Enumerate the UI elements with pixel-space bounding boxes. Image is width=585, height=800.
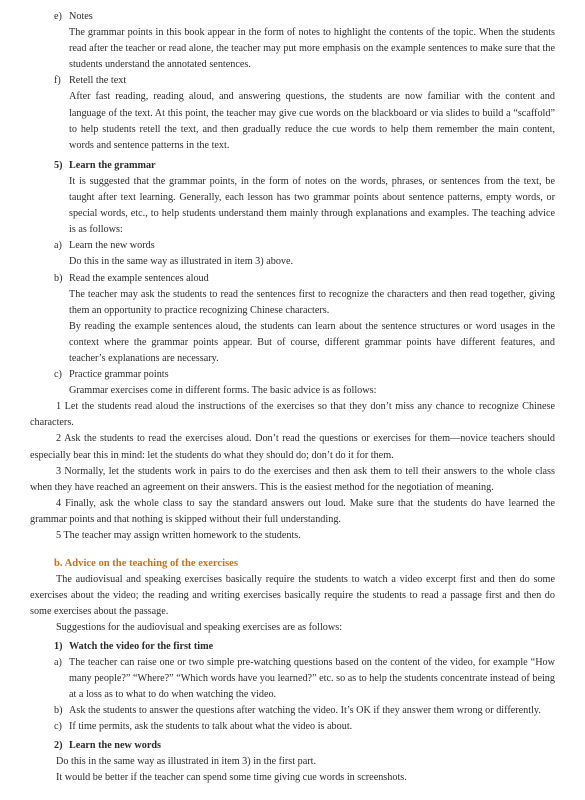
grammar-item-1: 1 Let the students read aloud the instructions of the exercises so that they don’t miss any chance to recognize Chinese characters. bbox=[30, 401, 555, 429]
notes-marker: e) bbox=[54, 11, 62, 22]
grammar-b-body-1: The teacher may ask the students to read the sentences first to recognize the characters and then read together, giving them an opportunity to practice recognizing Chinese characters. bbox=[69, 288, 555, 316]
notes-body: The grammar points in this book appear in the form of notes to highlight the contents of the topic. When the students read after the teacher or read alone, the teacher may put more emphasis on the example sentences to make sure that the students understand the annotated sentences. bbox=[69, 27, 555, 71]
learn-grammar-title: Learn the grammar bbox=[69, 159, 156, 171]
learn-new-words-title: Learn the new words bbox=[69, 740, 161, 752]
grammar-c-marker: c) bbox=[54, 369, 62, 381]
advice-heading: b. Advice on the teaching of the exercises bbox=[54, 558, 238, 570]
learn-new-words-body-1: Do this in the same way as illustrated in item 3) in the first part. bbox=[56, 756, 317, 768]
retell-marker: f) bbox=[54, 75, 61, 87]
grammar-item-4: 4 Finally, ask the whole class to say the standard answers out loud. Make sure that the students do have learned the grammar points and that nothing is skipped without their full understanding. bbox=[30, 497, 555, 525]
grammar-c-heading bbox=[54, 367, 555, 383]
grammar-a-heading bbox=[54, 238, 555, 254]
learn-new-words-marker: 2) bbox=[54, 740, 63, 752]
grammar-c-body: Grammar exercises come in different forms. The basic advice is as follows: bbox=[69, 385, 377, 397]
watch-video-title: Watch the video for the first time bbox=[69, 640, 214, 652]
grammar-item-3: 3 Normally, let the students work in pairs to do the exercises and then ask them to tell their answers to the whole class when they have reached an agreement on their answers. This is the easiest method for the negotiation of meaning. bbox=[30, 465, 555, 493]
watch-video-item-a bbox=[54, 655, 555, 703]
watch-video-item-b-marker: b) bbox=[54, 704, 63, 716]
grammar-item-2: 2 Ask the students to read the exercises aloud. Don’t read the questions or exercises for them—novice teachers should especially bear this in mind: let the students do what they should do; don’t do it for them. bbox=[30, 433, 555, 461]
learn-new-words-heading bbox=[54, 738, 555, 754]
learn-grammar-marker: 5) bbox=[54, 159, 63, 171]
watch-video-item-a-text: The teacher can raise one or two simple pre-watching questions based on the content of the video, for example “How many people?” “Where?” “Which words have you learned?” etc. so as to help the students concentrate instead of being at a loss as to what to do when watching the video. bbox=[69, 656, 555, 700]
grammar-b-title: Read the example sentences aloud bbox=[69, 272, 209, 284]
grammar-c-title: Practice grammar points bbox=[69, 369, 169, 381]
watch-video-item-c-marker: c) bbox=[54, 721, 62, 733]
learn-grammar-heading bbox=[54, 158, 555, 174]
learn-new-words-body-2: It would be better if the teacher can spend some time giving cue words in screenshots. bbox=[56, 772, 407, 784]
grammar-a-title: Learn the new words bbox=[69, 240, 155, 252]
retell-body: After fast reading, reading aloud, and answering questions, the students are now familiar with the content and language of the text. At this point, the teacher may give cue words on the blackboard or via slides to build a “scaffold” to help students retell the text, and then gradually reduce the cue words to help them remember the main content, words and sentence patterns in the text. bbox=[69, 91, 555, 151]
retell-heading bbox=[54, 73, 555, 89]
grammar-b-heading bbox=[54, 271, 555, 287]
grammar-b-marker: b) bbox=[54, 272, 63, 284]
watch-video-heading bbox=[54, 639, 555, 655]
watch-video-marker: 1) bbox=[54, 640, 63, 652]
watch-video-item-b-text: Ask the students to answer the questions after watching the video. It’s OK if they answer them wrong or differently. bbox=[69, 704, 541, 716]
watch-video-item-c-text: If time permits, ask the students to talk about what the video is about. bbox=[69, 721, 353, 733]
advice-intro: The audiovisual and speaking exercises basically require the students to watch a video excerpt first and then do some exercises about the video; the reading and writing exercises basically require the students to read a passage first and then do some exercises about the passage. bbox=[30, 574, 555, 618]
grammar-a-body: Do this in the same way as illustrated in item 3) above. bbox=[69, 256, 294, 268]
grammar-a-marker: a) bbox=[54, 240, 62, 252]
retell-title: Retell the text bbox=[69, 75, 127, 87]
notes-heading bbox=[54, 9, 555, 25]
grammar-item-5: 5 The teacher may assign written homework to the students. bbox=[56, 530, 301, 541]
grammar-b-body-2: By reading the example sentences aloud, the students can learn about the sentence structures or word usages in the context where the grammar points appear. But of course, different grammar points have different features, and teacher’s explanations are necessary. bbox=[69, 320, 555, 364]
advice-suggestions: Suggestions for the audiovisual and speaking exercises are as follows: bbox=[56, 622, 343, 634]
watch-video-item-a-marker: a) bbox=[54, 656, 62, 668]
learn-grammar-body: It is suggested that the grammar points, in the form of notes on the words, phrases, or sentences from the text, be taught after text learning. Generally, each lesson has two grammar points about sentence patterns, empty words, or special words, etc., to help students understand them mainly through explanations and examples. The teaching advice is as follows: bbox=[69, 175, 555, 236]
watch-video-item-b bbox=[54, 703, 555, 719]
notes-title: Notes bbox=[69, 11, 93, 22]
watch-video-item-c bbox=[54, 719, 555, 735]
